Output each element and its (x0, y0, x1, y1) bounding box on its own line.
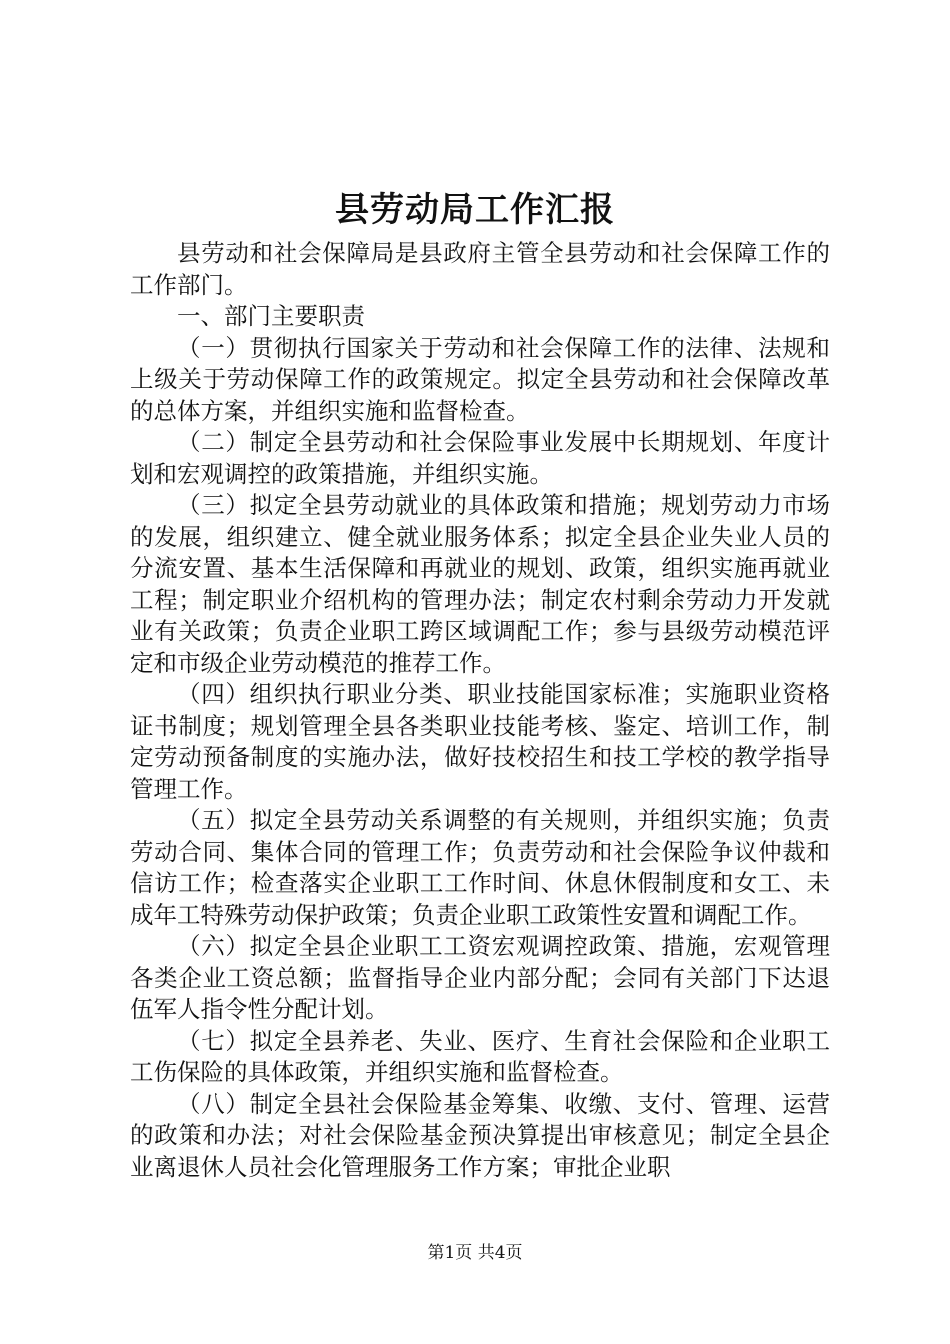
paragraph-item-1: （一）贯彻执行国家关于劳动和社会保障工作的法律、法规和上级关于劳动保障工作的政策规定。拟定全县劳动和社会保障改革的总体方案，并组织实施和监督检查。 (130, 333, 830, 425)
paragraph-item-8: （八）制定全县社会保险基金筹集、收缴、支付、管理、运营的政策和办法；对社会保险基金预决算提出审核意见；制定全县企业离退休人员社会化管理服务工作方案；审批企业职 (130, 1089, 830, 1181)
paragraph-item-4: （四）组织执行职业分类、职业技能国家标准；实施职业资格证书制度；规划管理全县各类职业技能考核、鉴定、培训工作，制定劳动预备制度的实施办法，做好技校招生和技工学校的教学指导管理工作。 (130, 680, 830, 803)
paragraph-item-5: （五）拟定全县劳动关系调整的有关规则，并组织实施；负责劳动合同、集体合同的管理工作；负责劳动和社会保险争议仲裁和信访工作；检查落实企业职工工作时间、休息休假制度和女工、未成年工特殊劳动保护政策；负责企业职工政策性安置和调配工作。 (130, 806, 830, 929)
paragraph-item-3: （三）拟定全县劳动就业的具体政策和措施；规划劳动力市场的发展，组织建立、健全就业服务体系；拟定全县企业失业人员的分流安置、基本生活保障和再就业的规划、政策，组织实施再就业工程；制定职业介绍机构的管理办法；制定农村剩余劳动力开发就业有关政策；负责企业职工跨区域调配工作；参与县级劳动模范评定和市级企业劳动模范的推荐工作。 (130, 491, 830, 677)
paragraph-item-6: （六）拟定全县企业职工工资宏观调控政策、措施，宏观管理各类企业工资总额；监督指导企业内部分配；会同有关部门下达退伍军人指令性分配计划。 (130, 932, 830, 1023)
section-heading: 一、部门主要职责 (177, 302, 365, 330)
paragraph-item-2: （二）制定全县劳动和社会保险事业发展中长期规划、年度计划和宏观调控的政策措施，并组织实施。 (130, 428, 830, 488)
page-footer: 第1页 共4页 (427, 1243, 523, 1263)
paragraph-intro: 县劳动和社会保障局是县政府主管全县劳动和社会保障工作的工作部门。 (130, 239, 830, 299)
document-title: 县劳动局工作汇报 (335, 190, 615, 230)
paragraph-item-7: （七）拟定全县养老、失业、医疗、生育社会保险和企业职工工伤保险的具体政策，并组织实施和监督检查。 (130, 1026, 830, 1086)
document-body (130, 238, 830, 1183)
